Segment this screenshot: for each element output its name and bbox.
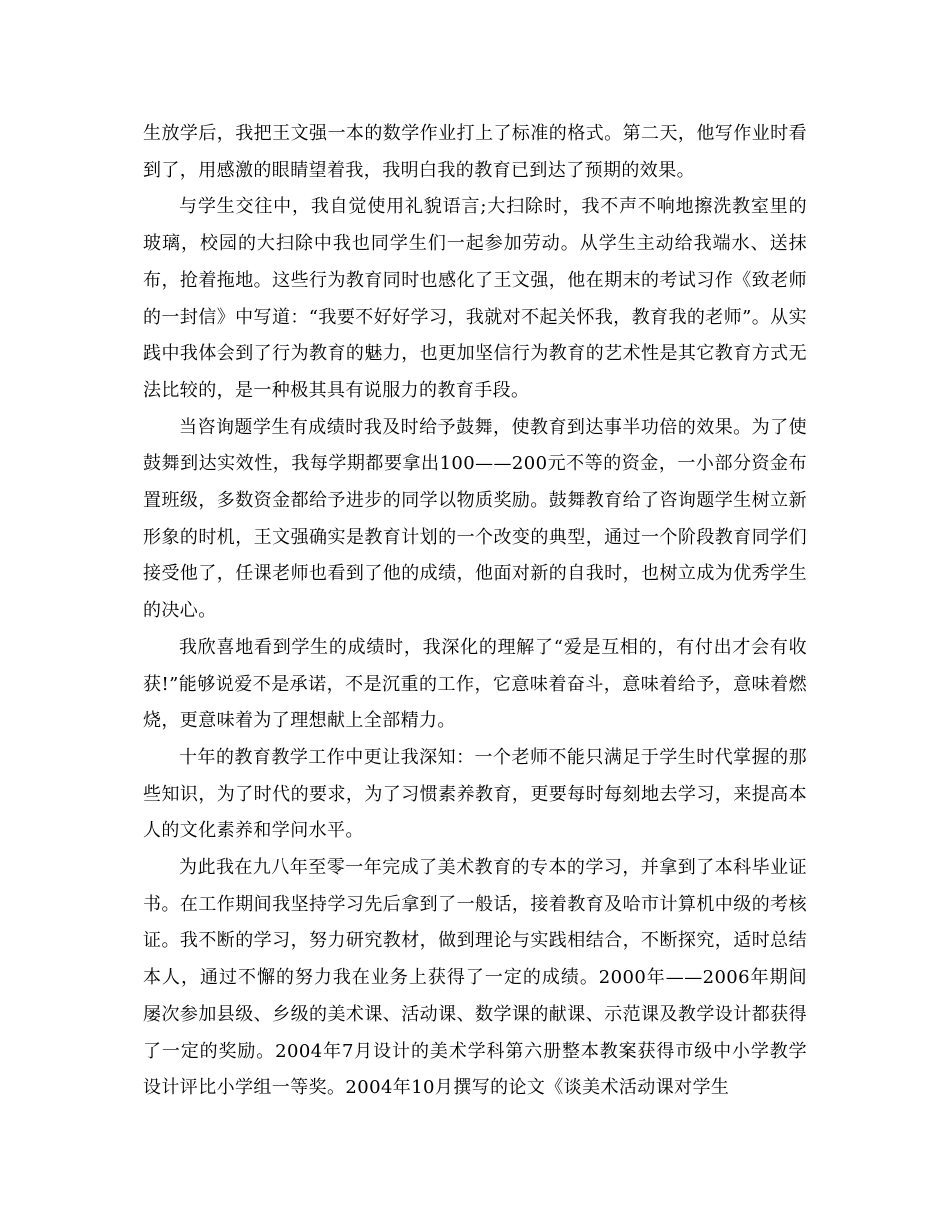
paragraph-continuous-learning: 十年的教育教学工作中更让我深知：一个老师不能只满足于学生时代掌握的那些知识，为了时代的要求，为了习惯素养教育，更要每时每刻地去学习，来提高本人的文化素养和学问水平。 (143, 746, 807, 842)
paragraph-behavior-education: 与学生交往中，我自觉使用礼貌语言;大扫除时，我不声不响地擦洗教室里的玻璃，校园的大扫除中我也同学生们一起参加劳动。从学生主动给我端水、送抹布，抢着拖地。这些行为教育同时也感化了王文强，他在期末的考试习作《致老师的一封信》中写道：“我要不好好学习，我就对不起关怀我，教育我的老师”。从实践中我体会到了行为教育的魅力，也更加坚信行为教育的艺术性是其它教育方式无法比较的，是一种极其具有说服力的教育手段。 (143, 196, 807, 401)
paragraph-encouragement: 当咨询题学生有成绩时我及时给予鼓舞，使教育到达事半功倍的效果。为了使鼓舞到达实效性，我每学期都要拿出100——200元不等的资金，一小部分资金布置班级，多数资金都给予进步的同学以物质奖励。鼓舞教育给了咨询题学生树立新形象的时机，王文强确实是教育计划的一个改变的典型，通过一个阶段教育同学们接受他了，任课老师也看到了他的成绩，他面对新的自我时，也树立成为优秀学生的决心。 (143, 416, 807, 622)
document-body (143, 116, 807, 1107)
paragraph-love-reflection: 我欣喜地看到学生的成绩时，我深化的理解了“爱是互相的，有付出才会有收获!”能够说爱不是承诺，不是沉重的工作，它意味着奋斗，意味着给予，意味着燃烧，更意味着为了理想献上全部精力。 (143, 636, 807, 732)
paragraph-achievements: 为此我在九八年至零一年完成了美术教育的专本的学习，并拿到了本科毕业证书。在工作期间我坚持学习先后拿到了一般话，接着教育及哈市计算机中级的考核证。我不断的学习，努力研究教材，做到理论与实践相结合，不断探究，适时总结本人，通过不懈的努力我在业务上获得了一定的成绩。2000年——2006年期间屡次参加县级、乡级的美术课、活动课、数学课的献课、示范课及教学设计都获得了一定的奖励。2004年7月设计的美术学科第六册整本教案获得市级中小学教学设计评比小学组一等奖。2004年10月撰写的论文《谈美术活动课对学生 (143, 857, 807, 1099)
paragraph-continuation: 生放学后，我把王文强一本的数学作业打上了标准的格式。第二天，他写作业时看到了，用感激的眼睛望着我，我明白我的教育已到达了预期的效果。 (143, 123, 807, 181)
